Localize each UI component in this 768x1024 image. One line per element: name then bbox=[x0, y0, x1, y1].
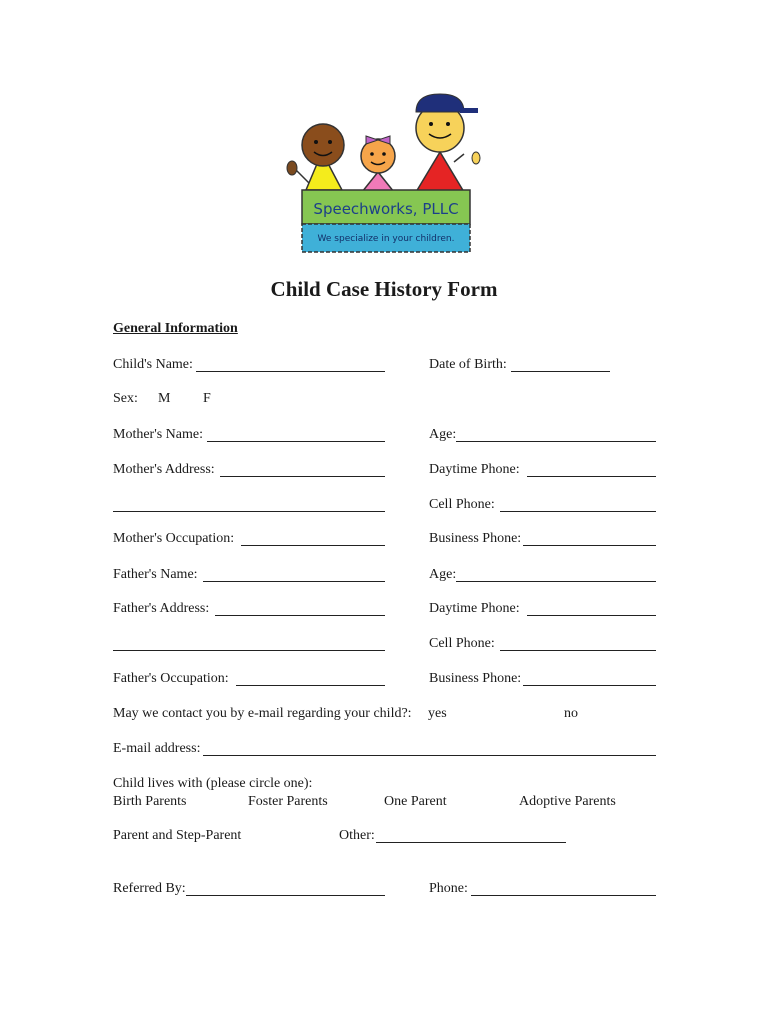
father-address-line-2[interactable] bbox=[113, 650, 385, 651]
mother-occupation-label: Mother's Occupation: bbox=[113, 531, 235, 546]
email-contact-question: May we contact you by e-mail regarding your child?: bbox=[113, 706, 412, 721]
mother-address-label: Mother's Address: bbox=[113, 462, 215, 477]
form-title: Child Case History Form bbox=[270, 277, 498, 301]
other-line[interactable] bbox=[376, 842, 566, 843]
father-daytime-phone-label: Daytime Phone: bbox=[429, 601, 520, 616]
dob-line[interactable] bbox=[511, 371, 610, 372]
child-figure-middle bbox=[361, 136, 395, 192]
referred-by-label: Referred By: bbox=[113, 881, 186, 896]
sex-option-f[interactable]: F bbox=[203, 391, 211, 406]
option-parent-step-parent[interactable]: Parent and Step-Parent bbox=[113, 828, 242, 843]
sex-label: Sex: bbox=[113, 391, 138, 406]
father-name-line[interactable] bbox=[203, 581, 385, 582]
mother-occupation-line[interactable] bbox=[241, 545, 385, 546]
father-name-label: Father's Name: bbox=[113, 567, 198, 582]
father-cell-phone-label: Cell Phone: bbox=[429, 636, 495, 651]
father-occupation-line[interactable] bbox=[236, 685, 385, 686]
father-business-phone-line[interactable] bbox=[523, 685, 656, 686]
email-contact-yes[interactable]: yes bbox=[428, 706, 447, 721]
dob-label: Date of Birth: bbox=[429, 357, 507, 372]
option-birth-parents[interactable]: Birth Parents bbox=[113, 794, 187, 809]
father-business-phone-label: Business Phone: bbox=[429, 671, 522, 686]
referral-phone-line[interactable] bbox=[471, 895, 656, 896]
child-name-line[interactable] bbox=[196, 371, 385, 372]
mother-address-line-2[interactable] bbox=[113, 511, 385, 512]
mother-address-line[interactable] bbox=[220, 476, 385, 477]
father-age-label: Age: bbox=[429, 567, 457, 582]
mother-name-line[interactable] bbox=[207, 441, 385, 442]
mother-cell-phone-label: Cell Phone: bbox=[429, 497, 495, 512]
referral-phone-label: Phone: bbox=[429, 881, 468, 896]
speechworks-logo bbox=[284, 92, 484, 256]
father-address-label: Father's Address: bbox=[113, 601, 210, 616]
email-contact-no[interactable]: no bbox=[564, 706, 578, 721]
child-name-label: Child's Name: bbox=[113, 357, 193, 372]
child-figure-left bbox=[287, 124, 344, 190]
mother-business-phone-line[interactable] bbox=[523, 545, 656, 546]
father-address-line[interactable] bbox=[215, 615, 385, 616]
referred-by-line[interactable] bbox=[186, 895, 385, 896]
mother-daytime-phone-label: Daytime Phone: bbox=[429, 462, 520, 477]
mother-name-label: Mother's Name: bbox=[113, 427, 204, 442]
email-address-label: E-mail address: bbox=[113, 741, 201, 756]
option-one-parent[interactable]: One Parent bbox=[384, 794, 447, 809]
mother-age-line[interactable] bbox=[456, 441, 656, 442]
email-address-line[interactable] bbox=[203, 755, 656, 756]
father-daytime-phone-line[interactable] bbox=[527, 615, 656, 616]
father-occupation-label: Father's Occupation: bbox=[113, 671, 229, 686]
section-heading: General Information bbox=[113, 321, 238, 336]
option-adoptive-parents[interactable]: Adoptive Parents bbox=[519, 794, 616, 809]
mother-age-label: Age: bbox=[429, 427, 457, 442]
other-label: Other: bbox=[339, 828, 375, 843]
logo-company-name: Speechworks, PLLC bbox=[313, 200, 459, 218]
mother-business-phone-label: Business Phone: bbox=[429, 531, 522, 546]
logo-tagline: We specialize in your children. bbox=[317, 234, 455, 244]
child-figure-right bbox=[416, 94, 480, 192]
sex-option-m[interactable]: M bbox=[158, 391, 171, 406]
mother-daytime-phone-line[interactable] bbox=[527, 476, 656, 477]
option-foster-parents[interactable]: Foster Parents bbox=[248, 794, 328, 809]
father-age-line[interactable] bbox=[456, 581, 656, 582]
father-cell-phone-line[interactable] bbox=[500, 650, 656, 651]
mother-cell-phone-line[interactable] bbox=[500, 511, 656, 512]
lives-with-label: Child lives with (please circle one): bbox=[113, 776, 313, 791]
